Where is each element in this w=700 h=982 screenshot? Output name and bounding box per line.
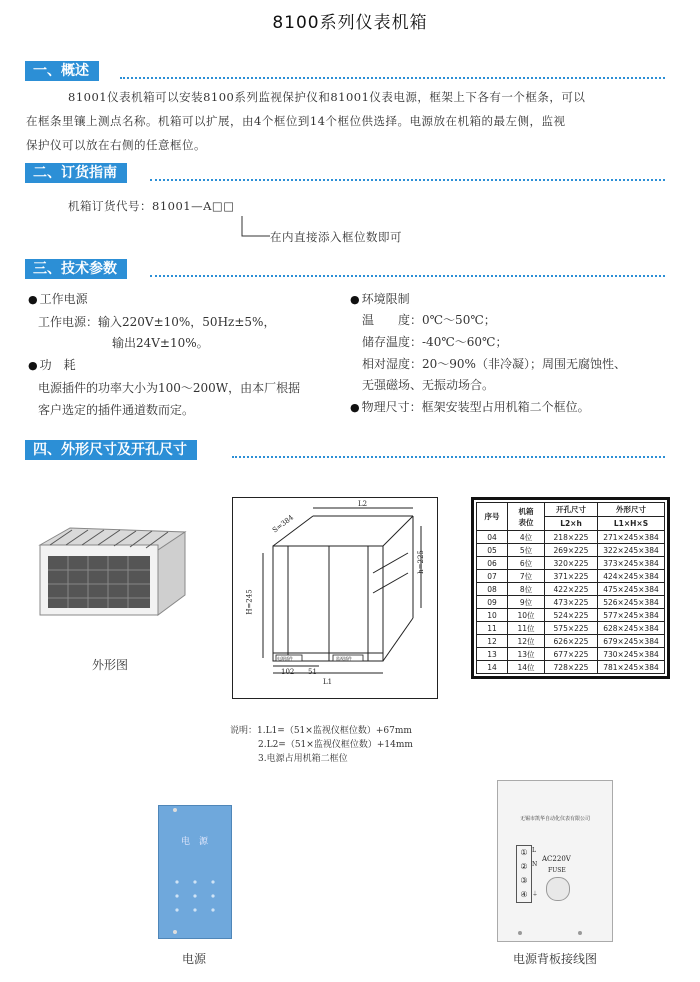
tag-monitor-plugin: 监视插件 bbox=[336, 656, 352, 661]
table-cell: 12位 bbox=[508, 635, 545, 648]
chassis-photo bbox=[30, 520, 190, 620]
overview-para-1: 81001仪表机箱可以安装8100系列监视保护仪和81001仪表电源，框架上下各有一个框条，可以 bbox=[68, 90, 586, 104]
dim-h-label: H=245 bbox=[245, 589, 254, 615]
table-row bbox=[477, 531, 665, 544]
dim-s-label: S=384 bbox=[271, 513, 296, 535]
section-divider bbox=[120, 77, 665, 79]
fuse-holder-icon bbox=[546, 877, 570, 901]
spec-consume-line-1: 电源插件的功率大小为100～200W，由本厂根据 bbox=[38, 381, 301, 395]
th-outline-sub: L1×H×S bbox=[598, 517, 665, 531]
table-cell: 9位 bbox=[508, 596, 545, 609]
section-divider bbox=[232, 456, 665, 458]
section-heading-overview: 一、概述 bbox=[25, 61, 99, 81]
table-cell: 4位 bbox=[508, 531, 545, 544]
screw-icon bbox=[173, 930, 177, 934]
table-cell: 6位 bbox=[508, 557, 545, 570]
spec-consume-line-2: 客户选定的插件通道数而定。 bbox=[38, 403, 195, 417]
th-outline: 外形尺寸 bbox=[598, 503, 665, 517]
table-cell: 12 bbox=[477, 635, 508, 648]
table-cell: 06 bbox=[477, 557, 508, 570]
table-cell: 218×225 bbox=[545, 531, 598, 544]
terminal-label-l: L bbox=[532, 847, 536, 854]
table-cell: 05 bbox=[477, 544, 508, 557]
table-cell: 11 bbox=[477, 622, 508, 635]
terminal-2: ② bbox=[520, 862, 528, 871]
table-row bbox=[477, 622, 665, 635]
table-cell: 10 bbox=[477, 609, 508, 622]
spec-env-humidity-2: 无强磁场、无振动场合。 bbox=[362, 378, 495, 392]
table-cell: 10位 bbox=[508, 609, 545, 622]
table-cell: 322×245×384 bbox=[598, 544, 665, 557]
table-row bbox=[477, 661, 665, 674]
table-cell: 14 bbox=[477, 661, 508, 674]
tag-power-plugin: 电源插件 bbox=[277, 656, 293, 661]
th-slots: 机箱 表位 bbox=[508, 503, 545, 531]
table-cell: 8位 bbox=[508, 583, 545, 596]
table-cell: 628×245×384 bbox=[598, 622, 665, 635]
spec-power-title: ● 工作电源 bbox=[28, 292, 88, 306]
table-cell: 473×225 bbox=[545, 596, 598, 609]
table-cell: 271×245×384 bbox=[598, 531, 665, 544]
th-index: 序号 bbox=[477, 503, 508, 531]
table-cell: 11位 bbox=[508, 622, 545, 635]
table-cell: 577×245×384 bbox=[598, 609, 665, 622]
back-ac-label: AC220V bbox=[542, 855, 571, 863]
back-caption: 电源背板接线图 bbox=[512, 952, 597, 966]
dim-102-label: 102 bbox=[281, 668, 295, 676]
overview-para-2: 在框条里镶上测点名称。机箱可以扩展，由4个框位到14个框位供选择。电源放在机箱的最左侧，监视 bbox=[26, 114, 566, 128]
bullet-icon: ● bbox=[28, 359, 38, 372]
dim-h-small-label: h=225 bbox=[416, 550, 425, 574]
table-cell: 475×245×384 bbox=[598, 583, 665, 596]
ground-icon: ⏚ bbox=[532, 891, 539, 898]
size-table-frame bbox=[471, 497, 670, 679]
table-cell: 04 bbox=[477, 531, 508, 544]
terminal-4: ④ bbox=[520, 890, 528, 899]
appearance-caption: 外形图 bbox=[91, 658, 128, 672]
screw-icon bbox=[578, 931, 582, 935]
screw-icon bbox=[518, 931, 522, 935]
order-leader-line bbox=[232, 216, 272, 244]
overview-para-3: 保护仪可以放在右侧的任意框位。 bbox=[26, 138, 206, 152]
section-heading-ordering: 二、订货指南 bbox=[25, 163, 127, 183]
table-cell: 13位 bbox=[508, 648, 545, 661]
table-cell: 677×225 bbox=[545, 648, 598, 661]
order-code: 机箱订货代号：81001—A□□ bbox=[68, 199, 235, 213]
table-cell: 08 bbox=[477, 583, 508, 596]
table-row bbox=[477, 609, 665, 622]
terminal-3: ③ bbox=[520, 876, 528, 885]
power-module-panel bbox=[158, 805, 232, 939]
table-cell: 5位 bbox=[508, 544, 545, 557]
spec-size: ● 物理尺寸：框架安装型占用机箱二个框位。 bbox=[350, 400, 590, 414]
power-led-grid bbox=[173, 876, 217, 916]
terminal-block bbox=[516, 845, 532, 903]
table-row bbox=[477, 570, 665, 583]
spec-power-line-2: 输出24V±10%。 bbox=[112, 336, 209, 350]
terminal-label-n: N bbox=[532, 861, 538, 868]
dim-l1-label: L1 bbox=[323, 678, 333, 686]
table-cell: 7位 bbox=[508, 570, 545, 583]
terminal-1: ① bbox=[520, 848, 528, 857]
spec-consume-title: ● 功 耗 bbox=[28, 358, 76, 372]
page-title: 8100系列仪表机箱 bbox=[272, 13, 428, 33]
table-cell: 626×225 bbox=[545, 635, 598, 648]
spec-power-line-1: 工作电源：输入220V±10%，50Hz±5%， bbox=[38, 315, 276, 329]
table-row bbox=[477, 635, 665, 648]
order-note: 在内直接添入框位数即可 bbox=[270, 230, 402, 244]
table-cell: 371×225 bbox=[545, 570, 598, 583]
bullet-icon: ● bbox=[28, 293, 38, 306]
note-1: 说明：1.L1=（51×监视仪框位数）+67mm bbox=[230, 726, 412, 736]
table-cell: 07 bbox=[477, 570, 508, 583]
spec-env-humidity-1: 相对湿度：20～90%（非冷凝）；周围无腐蚀性、 bbox=[362, 357, 626, 371]
spec-env-title: ● 环境限制 bbox=[350, 292, 410, 306]
table-row bbox=[477, 583, 665, 596]
note-3: 3.电源占用机箱二框位 bbox=[258, 754, 348, 764]
spec-env-temp: 温 度：0℃～50℃； bbox=[362, 313, 496, 327]
table-row bbox=[477, 544, 665, 557]
power-panel-label: 电 源 bbox=[181, 837, 209, 847]
table-cell: 422×225 bbox=[545, 583, 598, 596]
bullet-icon: ● bbox=[350, 293, 360, 306]
table-cell: 679×245×384 bbox=[598, 635, 665, 648]
note-2: 2.L2=（51×监视仪框位数）+14mm bbox=[258, 740, 413, 750]
screw-icon bbox=[173, 808, 177, 812]
dim-51-label: 51 bbox=[308, 668, 317, 676]
section-divider bbox=[150, 275, 665, 277]
table-cell: 320×225 bbox=[545, 557, 598, 570]
section-heading-dimensions: 四、外形尺寸及开孔尺寸 bbox=[25, 440, 197, 460]
table-cell: 424×245×384 bbox=[598, 570, 665, 583]
table-cell: 269×225 bbox=[545, 544, 598, 557]
back-company: 无锡市凯华自动化仪表有限公司 bbox=[519, 816, 590, 822]
spec-env-store: 储存温度：-40℃～60℃； bbox=[362, 335, 508, 349]
bullet-icon: ● bbox=[350, 401, 360, 414]
power-caption: 电源 bbox=[181, 952, 206, 966]
table-cell: 13 bbox=[477, 648, 508, 661]
table-cell: 14位 bbox=[508, 661, 545, 674]
section-divider bbox=[150, 179, 665, 181]
dimension-drawing bbox=[232, 497, 438, 699]
table-row bbox=[477, 648, 665, 661]
table-cell: 728×225 bbox=[545, 661, 598, 674]
th-cutout-sub: L2×h bbox=[545, 517, 598, 531]
table-cell: 781×245×384 bbox=[598, 661, 665, 674]
table-row bbox=[477, 596, 665, 609]
th-cutout: 开孔尺寸 bbox=[545, 503, 598, 517]
table-cell: 524×225 bbox=[545, 609, 598, 622]
section-heading-specs: 三、技术参数 bbox=[25, 259, 127, 279]
back-fuse-label: FUSE bbox=[548, 867, 566, 874]
table-cell: 373×245×384 bbox=[598, 557, 665, 570]
table-cell: 575×225 bbox=[545, 622, 598, 635]
back-panel bbox=[497, 780, 613, 942]
table-cell: 09 bbox=[477, 596, 508, 609]
dim-l2-label: L2 bbox=[358, 500, 368, 508]
table-cell: 730×245×384 bbox=[598, 648, 665, 661]
table-cell: 526×245×384 bbox=[598, 596, 665, 609]
size-table bbox=[476, 502, 665, 674]
table-row bbox=[477, 557, 665, 570]
